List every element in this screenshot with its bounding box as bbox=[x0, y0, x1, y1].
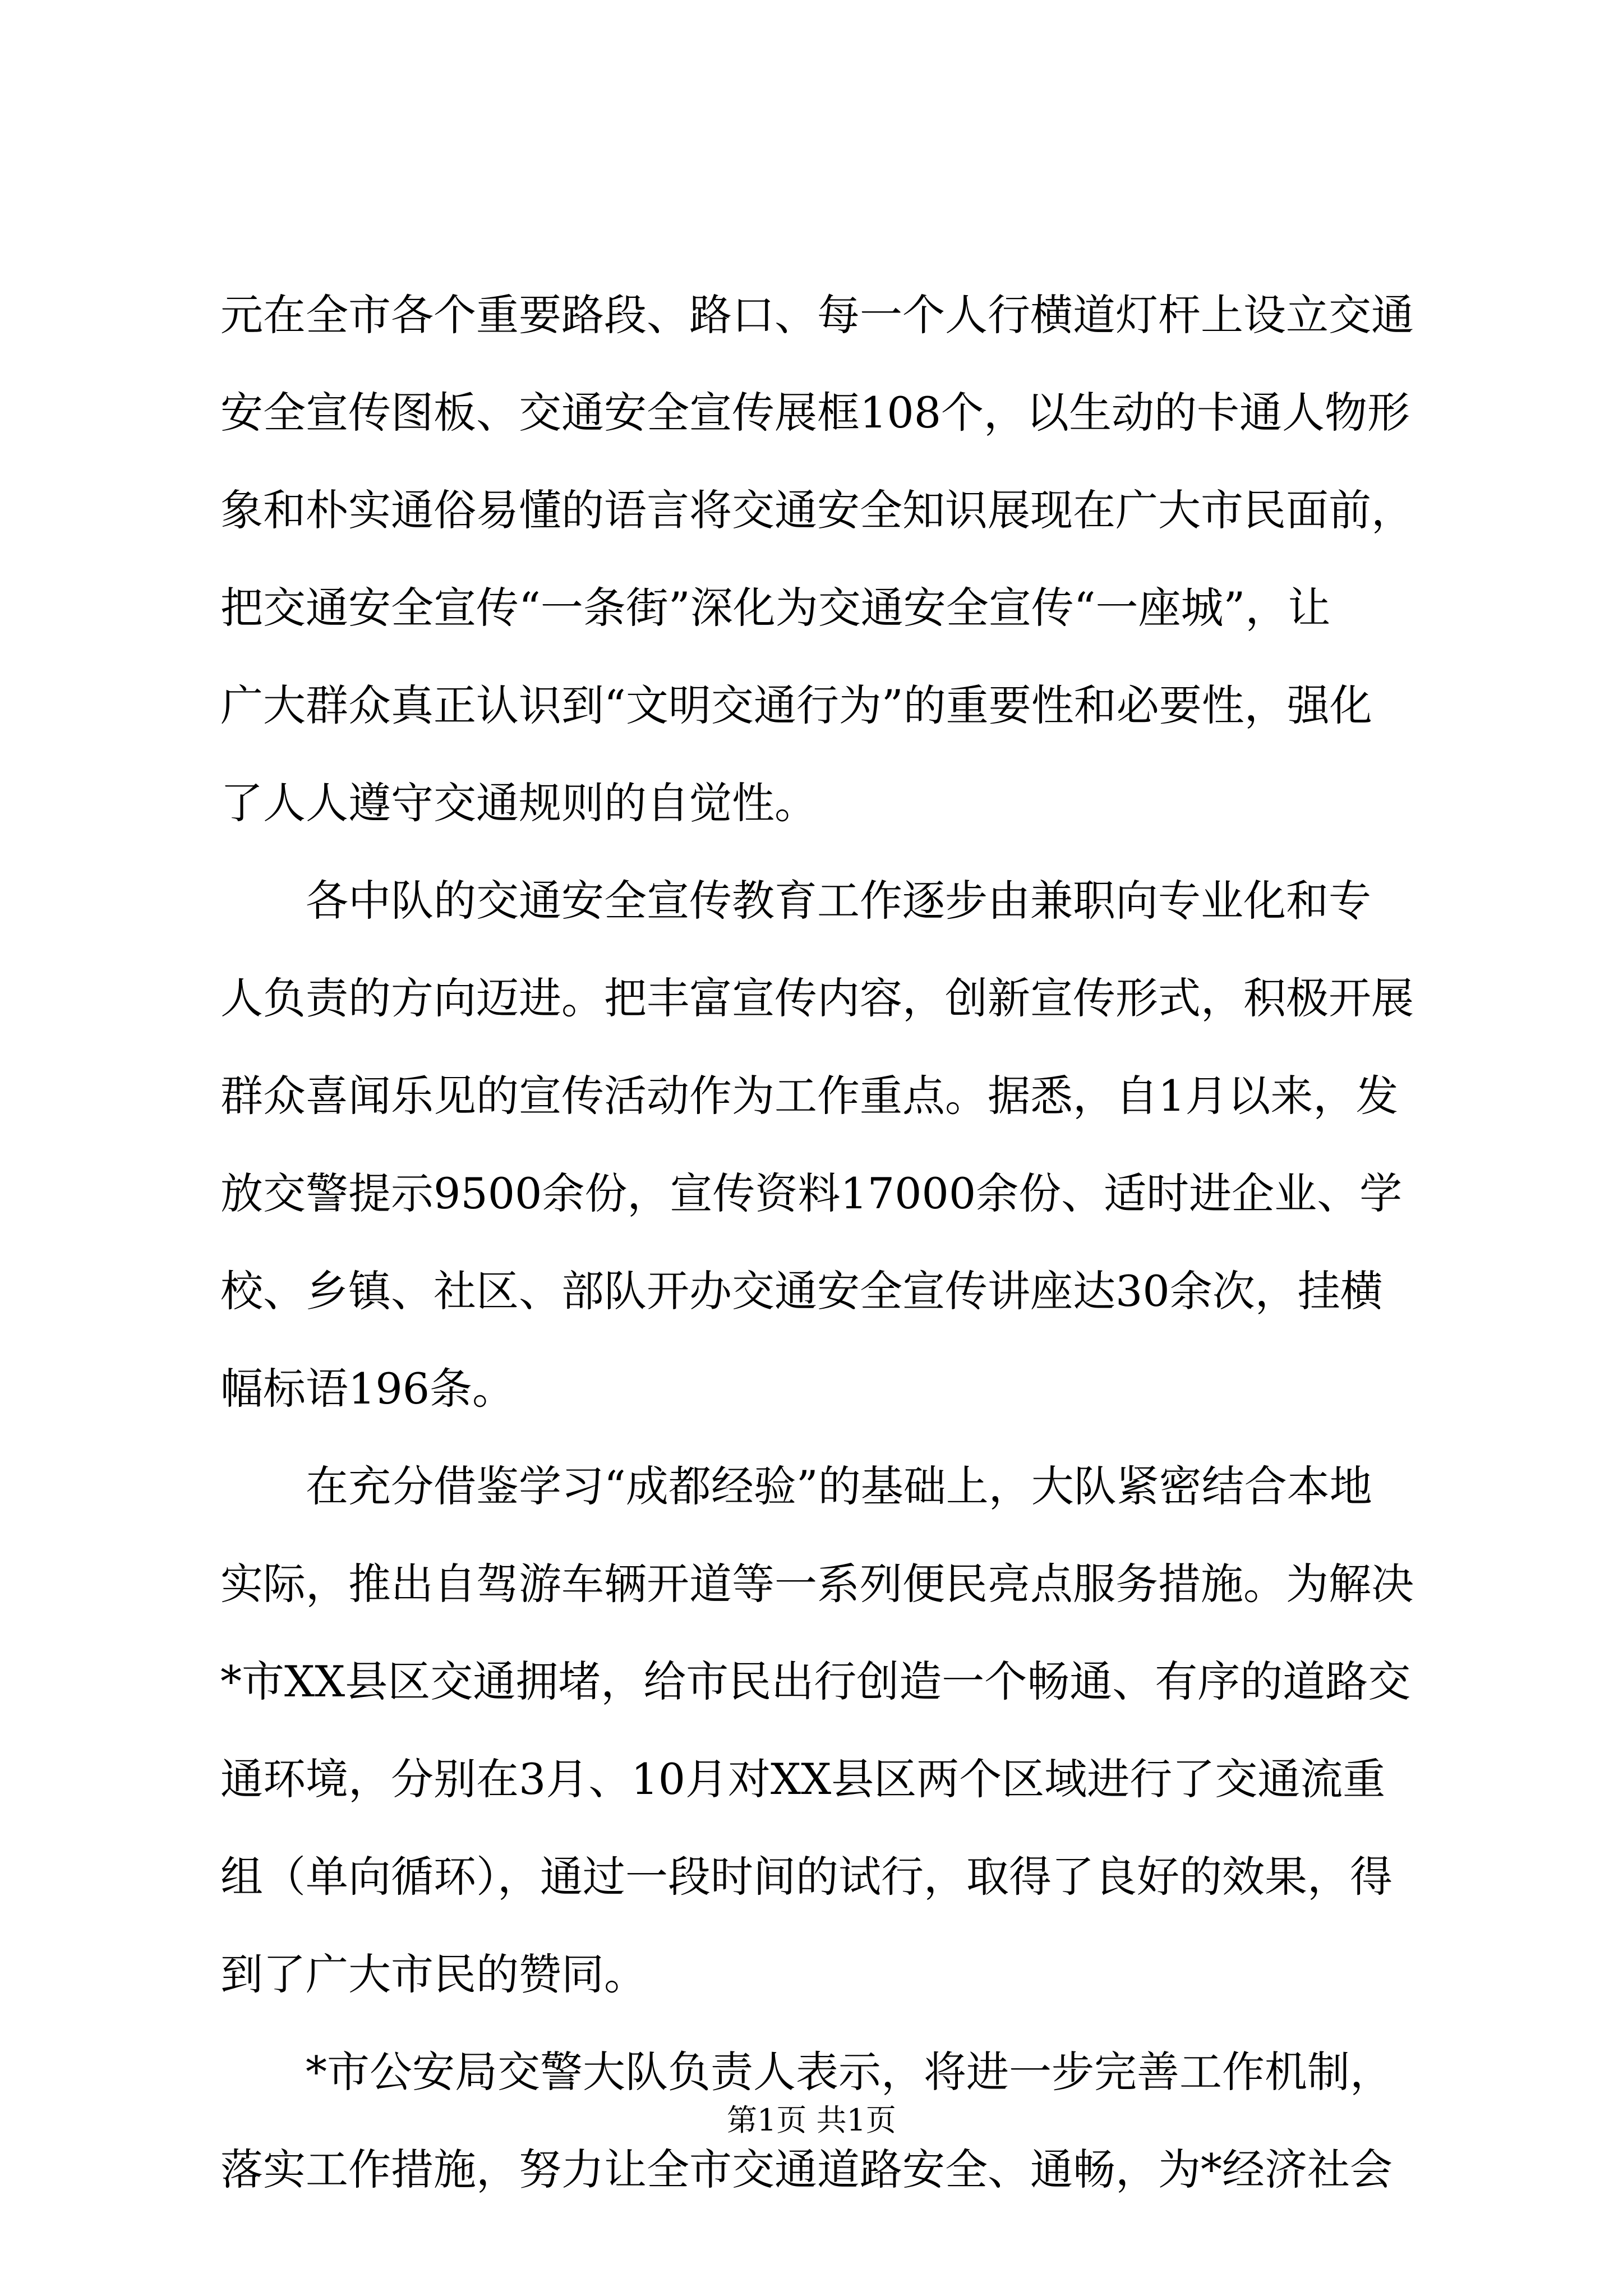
document-body bbox=[220, 266, 1437, 2219]
text-line: 元在全市各个重要路段、路口、每一个人行横道灯杆上设立交通 bbox=[220, 290, 1414, 340]
text-line: 校、乡镇、社区、部队开办交通安全宣传讲座达30余次，挂横 bbox=[220, 1266, 1383, 1316]
text-line: 象和朴实通俗易懂的语言将交通安全知识展现在广大市民面前， bbox=[220, 485, 1414, 535]
text-line: 落实工作措施，努力让全市交通道路安全、通畅，为*经济社会 bbox=[220, 2145, 1393, 2194]
text-line: *市XX县区交通拥堵，给市民出行创造一个畅通、有序的道路交 bbox=[220, 1657, 1411, 1706]
page-footer bbox=[0, 2098, 1623, 2143]
text-line: 各中队的交通安全宣传教育工作逐步由兼职向专业化和专 bbox=[306, 876, 1371, 926]
text-line: 到了广大市民的赞同。 bbox=[220, 1949, 647, 1999]
text-line: 在充分借鉴学习“成都经验”的基础上，大队紧密结合本地 bbox=[306, 1461, 1372, 1511]
text-line: 组（单向循环），通过一段时间的试行，取得了良好的效果，得 bbox=[220, 1852, 1393, 1902]
text-line: *市公安局交警大队负责人表示，将进一步完善工作机制， bbox=[306, 2047, 1393, 2097]
text-line: 群众喜闻乐见的宣传活动作为工作重点。据悉，自1月以来，发 bbox=[220, 1071, 1399, 1121]
paragraph-1 bbox=[220, 266, 1437, 852]
text-line: 人负责的方向迈进。把丰富宣传内容，创新宣传形式，积极开展 bbox=[220, 973, 1414, 1023]
page-number-label: 第1页 共1页 bbox=[727, 2102, 896, 2138]
text-line: 放交警提示9500余份，宣传资料17000余份、适时进企业、学 bbox=[220, 1168, 1403, 1218]
text-line: 把交通安全宣传“一条街”深化为交通安全宣传“一座城”，让 bbox=[220, 583, 1331, 633]
text-line: 广大群众真正认识到“文明交通行为”的重要性和必要性，强化 bbox=[220, 680, 1372, 730]
text-line: 安全宣传图板、交通安全宣传展框108个，以生动的卡通人物形 bbox=[220, 388, 1410, 438]
text-line: 了人人遵守交通规则的自觉性。 bbox=[220, 778, 817, 828]
text-line: 幅标语196条。 bbox=[220, 1364, 515, 1414]
text-line: 实际，推出自驾游车辆开道等一系列便民亮点服务措施。为解决 bbox=[220, 1559, 1414, 1609]
paragraph-3 bbox=[220, 1438, 1437, 2023]
text-line: 通环境，分别在3月、10月对XX县区两个区域进行了交通流重 bbox=[220, 1754, 1386, 1804]
paragraph-2 bbox=[220, 852, 1437, 1438]
